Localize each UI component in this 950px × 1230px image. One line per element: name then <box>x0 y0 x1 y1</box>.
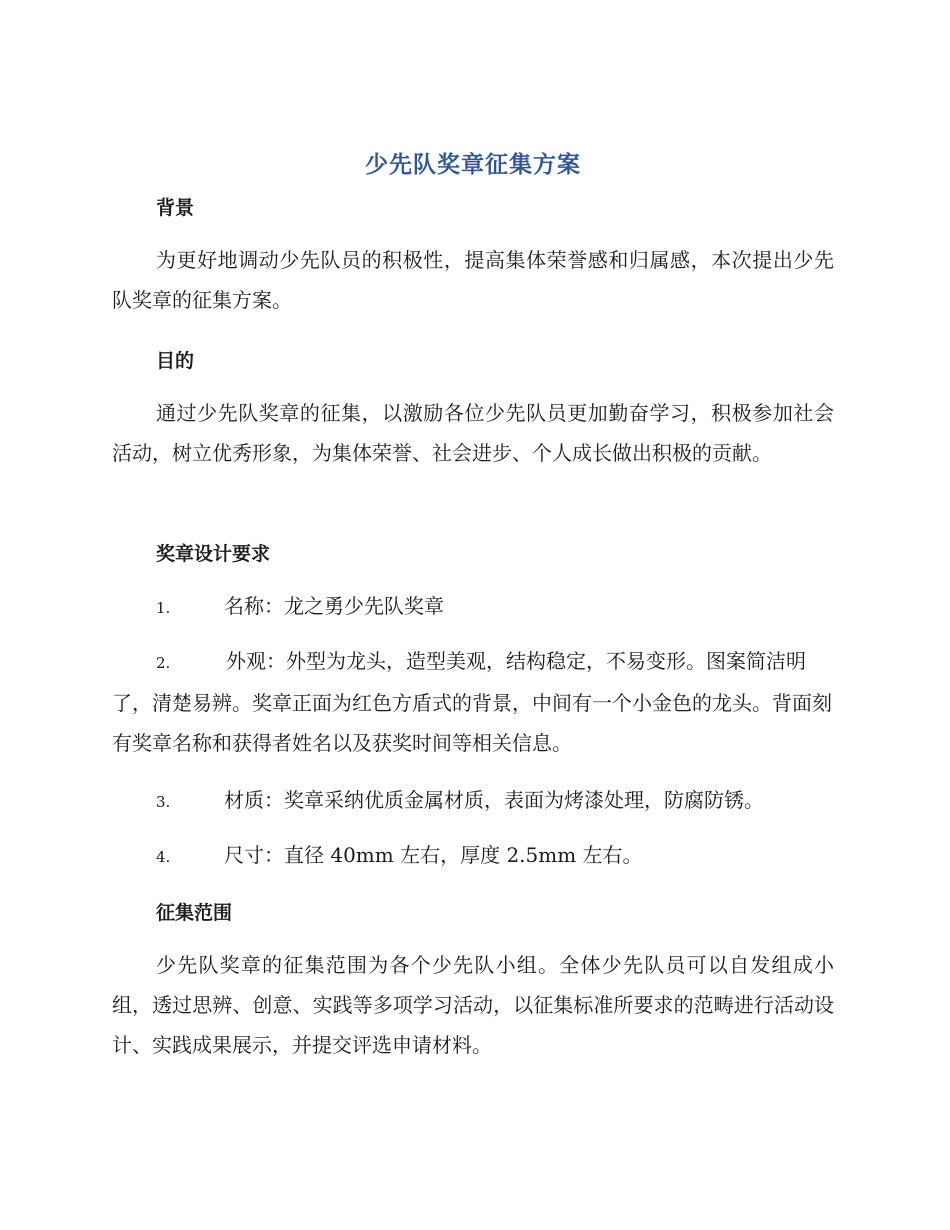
list-item-number: 4. <box>156 848 171 866</box>
list-item-number: 2. <box>156 654 171 672</box>
heading-scope: 征集范围 <box>156 902 233 924</box>
list-item-number: 3. <box>156 793 171 811</box>
list-item-text: 尺寸：直径 40mm 左右，厚度 2.5mm 左右。 <box>224 843 643 867</box>
list-item-text: 材质：奖章采纳优质金属材质，表面为烤漆处理，防腐防锈。 <box>224 788 764 812</box>
list-item <box>112 586 834 628</box>
heading-background: 背景 <box>156 197 195 219</box>
document-title: 少先队奖章征集方案 <box>365 152 581 178</box>
list-item <box>112 835 834 877</box>
list-item-number: 1. <box>156 599 171 617</box>
list-item-text: 外观：外型为龙头，造型美观，结构稳定，不易变形。图案简洁明了，清楚易辨。奖章正面为红色方盾式的背景，中间有一个小金色的龙头。背面刻有奖章名称和获得者姓名以及获奖时间等相关信息。 <box>112 649 832 755</box>
list-item-text: 名称：龙之勇少先队奖章 <box>224 594 444 618</box>
paragraph-purpose: 通过少先队奖章的征集，以激励各位少先队员更加勤奋学习，积极参加社会活动，树立优秀形象，为集体荣誉、社会进步、个人成长做出积极的贡献。 <box>112 401 834 465</box>
paragraph-background: 为更好地调动少先队员的积极性，提高集体荣誉感和归属感，本次提出少先队奖章的征集方案。 <box>112 248 834 312</box>
list-item <box>112 780 834 822</box>
list-item <box>112 641 834 763</box>
paragraph-scope: 少先队奖章的征集范围为各个少先队小组。全体少先队员可以自发组成小组，透过思辨、创意、实践等多项学习活动，以征集标准所要求的范畴进行活动设计、实践成果展示，并提交评选申请材料。 <box>112 953 834 1057</box>
heading-design: 奖章设计要求 <box>156 543 271 565</box>
heading-purpose: 目的 <box>156 350 195 372</box>
